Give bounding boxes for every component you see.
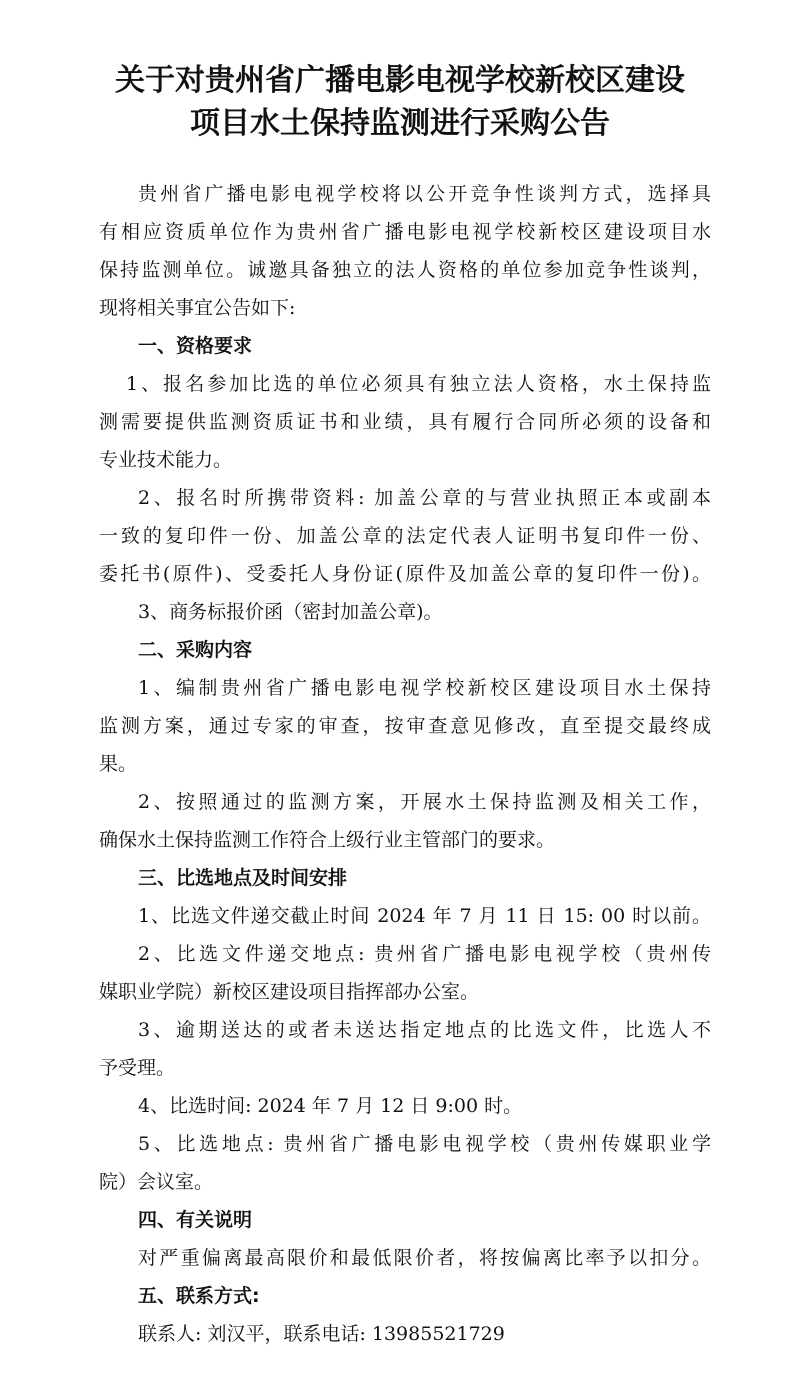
section-heading-procurement: 二、采购内容 xyxy=(138,639,253,661)
s1-item2-line2: 一致的复印件一份、加盖公章的法定代表人证明书复印件一份、 xyxy=(99,525,711,547)
s3-item1: 1、比选文件递交截止时间 2024 年 7 月 11 日 15: 00 时以前。 xyxy=(138,905,711,927)
s3-item5-line1: 5、比选地点: 贵州省广播电影电视学校（贵州传媒职业学 xyxy=(138,1133,711,1155)
s2-item1-line1: 1、编制贵州省广播电影电视学校新校区建设项目水土保持 xyxy=(138,677,711,699)
s1-item1-line3: 专业技术能力。 xyxy=(99,449,233,471)
s1-item2-line3: 委托书(原件)、受委托人身份证(原件及加盖公章的复印件一份)。 xyxy=(99,563,711,585)
intro-line-1: 贵州省广播电影电视学校将以公开竞争性谈判方式，选择具 xyxy=(138,183,711,205)
s3-item5-line2: 院）会议室。 xyxy=(99,1171,214,1193)
intro-line-4: 现将相关事宜公告如下: xyxy=(99,297,296,319)
s2-item1-line2: 监测方案，通过专家的审查，按审查意见修改，直至提交最终成 xyxy=(99,715,711,737)
document-title-line1: 关于对贵州省广播电影电视学校新校区建设 xyxy=(115,63,685,98)
s3-item2-line1: 2、比选文件递交地点: 贵州省广播电影电视学校（贵州传 xyxy=(138,943,711,965)
intro-line-3: 保持监测单位。诚邀具备独立的法人资格的单位参加竞争性谈判， xyxy=(99,259,711,281)
s3-item2-line2: 媒职业学院）新校区建设项目指挥部办公室。 xyxy=(99,981,480,1003)
s2-item1-line3: 果。 xyxy=(99,753,138,775)
contact-info: 联系人: 刘汉平，联系电话: 13985521729 xyxy=(138,1323,505,1345)
s1-item1-line2: 测需要提供监测资质证书和业绩，具有履行合同所必须的设备和 xyxy=(99,411,711,433)
s3-item3-line2: 予受理。 xyxy=(99,1057,176,1079)
s2-item2-line1: 2、按照通过的监测方案，开展水土保持监测及相关工作， xyxy=(138,791,711,813)
s1-item2-line1: 2、报名时所携带资料: 加盖公章的与营业执照正本或副本 xyxy=(138,487,711,509)
s3-item4: 4、比选时间: 2024 年 7 月 12 日 9:00 时。 xyxy=(138,1095,523,1117)
section-heading-contact: 五、联系方式: xyxy=(138,1285,260,1307)
document-title-line2: 项目水土保持监测进行采购公告 xyxy=(190,106,610,141)
intro-line-2: 有相应资质单位作为贵州省广播电影电视学校新校区建设项目水 xyxy=(99,221,711,243)
section-heading-schedule: 三、比选地点及时间安排 xyxy=(138,867,348,889)
section-heading-qualifications: 一、资格要求 xyxy=(138,335,253,357)
section-heading-notes: 四、有关说明 xyxy=(138,1209,253,1231)
s4-text: 对严重偏离最高限价和最低限价者，将按偏离比率予以扣分。 xyxy=(138,1247,711,1269)
s2-item2-line2: 确保水土保持监测工作符合上级行业主管部门的要求。 xyxy=(99,829,556,851)
s1-item1-line1: 1、报名参加比选的单位必须具有独立法人资格，水土保持监 xyxy=(126,373,711,395)
s1-item3: 3、商务标报价函（密封加盖公章)。 xyxy=(138,601,443,623)
s3-item3-line1: 3、逾期送达的或者未送达指定地点的比选文件，比选人不 xyxy=(138,1019,711,1041)
